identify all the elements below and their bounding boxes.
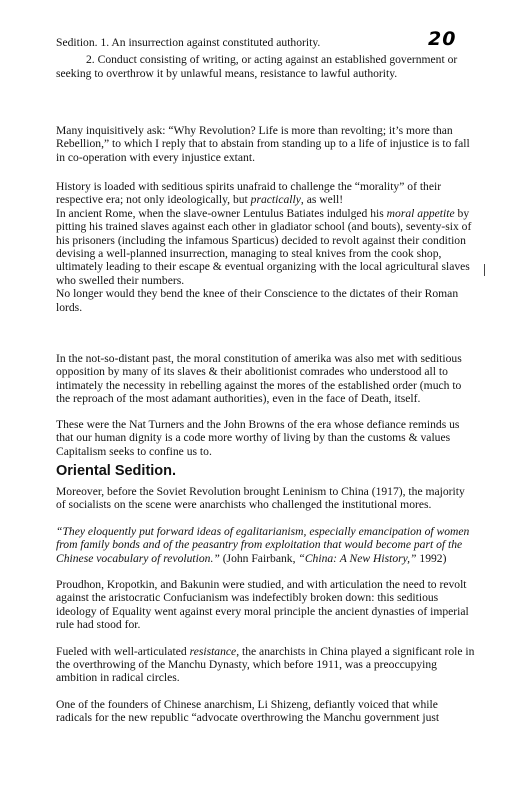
definition-block xyxy=(56,36,476,84)
definition-2: 2. Conduct consisting of writing, or acting against an established government or seeking to overthrow it by unlawful means, resistance to lawful authority. xyxy=(56,53,458,80)
citation-title: “China: A New History,” xyxy=(298,551,417,565)
quote-text: “They eloquently put forward ideas of egalitarianism, especially emancipation of women from family bonds and of the peasantry from exploitation that would become part of the Chinese vocabulary of revolution.” xyxy=(56,524,470,565)
paragraph-text: In the not-so-distant past, the moral constitution of amerika was also met with seditious opposition by many of its slaves & their abolitionist comrades who understood all to intimately the necessity in rebelling against the mores of the established order (much to the reproach of the most adamant authorities), even in the face of Death, itself. xyxy=(56,352,462,406)
section-history xyxy=(56,180,476,314)
page-number: 20 xyxy=(428,28,457,50)
paragraph-amerika xyxy=(56,352,476,406)
text-run: , as well! xyxy=(300,193,344,207)
margin-mark xyxy=(484,264,485,276)
paragraph-manchu xyxy=(56,645,476,685)
paragraph-soviet: Moreover, before the Soviet Revolution brought Leninism to China (1917), the majority of socialists on the scene were anarchists who challenged the institutional mores. xyxy=(56,485,465,512)
text-run: by pitting his trained slaves against each other in gladiator school (and bouts), seventy-six of his prisoners (including the infamous Sparticus) decided to revolt against their condition devising a well-planned insurrection, managing to steal knives from the cook shop, ultimately leading to their escape & eventual organizing with the local agricultural slaves who swelled their numbers. xyxy=(56,206,472,287)
emphasis-text: resistance xyxy=(189,644,237,658)
paragraph-text: These were the Nat Turners and the John Browns of the era whose defiance reminds us that our human dignity is a code more worthy of living by than the customs & values Capitalism seeks to confine us to. xyxy=(56,418,460,458)
paragraph-li-shizeng: One of the founders of Chinese anarchism, Li Shizeng, defiantly voiced that while radicals for the new republic “advocate overthrowing the Manchu government just xyxy=(56,697,440,725)
paragraph-proudhon: Proudhon, Kropotkin, and Bakunin were studied, and with articulation the need to revolt against the aristocratic Confucianism was indefectibly broken down: this seditious ideology of Equality went against every moral principle the ancient dynasties of imperial rule had stood for. xyxy=(56,578,469,632)
paragraph-text: Many inquisitively ask: “Why Revolution? Life is more than revolting; it’s more than Rebellion,” to which I reply that to abstain from standing up to a life of injustice is to fall in co-operation with every injustice extant. xyxy=(56,124,470,164)
paragraph-roman-lords: No longer would they bend the knee of their Conscience to the dictates of their Roman lords. xyxy=(56,287,459,314)
emphasis-text: practically xyxy=(250,193,301,207)
text-run: In ancient Rome, when the slave-owner Lentulus Batiates indulged his xyxy=(56,206,387,220)
text-run: , the anarchists in China played a significant role in the overthrowing of the Manchu Dynasty, which before 1911, was a preoccupying ambition in radical circles. xyxy=(56,644,475,685)
definition-1: Sedition. 1. An insurrection against constituted authority. xyxy=(56,36,321,49)
text-run: History is loaded with seditious spirits unafraid to challenge the “morality” of their respective era; not only ideologically, but xyxy=(56,180,442,207)
section-heading: Oriental Sedition. xyxy=(56,463,177,479)
emphasis-text: moral appetite xyxy=(386,206,455,220)
citation-year: 1992) xyxy=(416,551,447,565)
paragraph-nat-turner xyxy=(56,418,476,458)
paragraph-why-revolution xyxy=(56,124,476,164)
paragraph-rome xyxy=(56,207,476,287)
text-run: Fueled with well-articulated xyxy=(56,644,190,658)
paragraph-fairbank-quote xyxy=(56,525,476,565)
paragraph-history xyxy=(56,180,476,207)
section-oriental xyxy=(56,485,476,725)
citation-text: (John Fairbank, xyxy=(219,551,299,565)
